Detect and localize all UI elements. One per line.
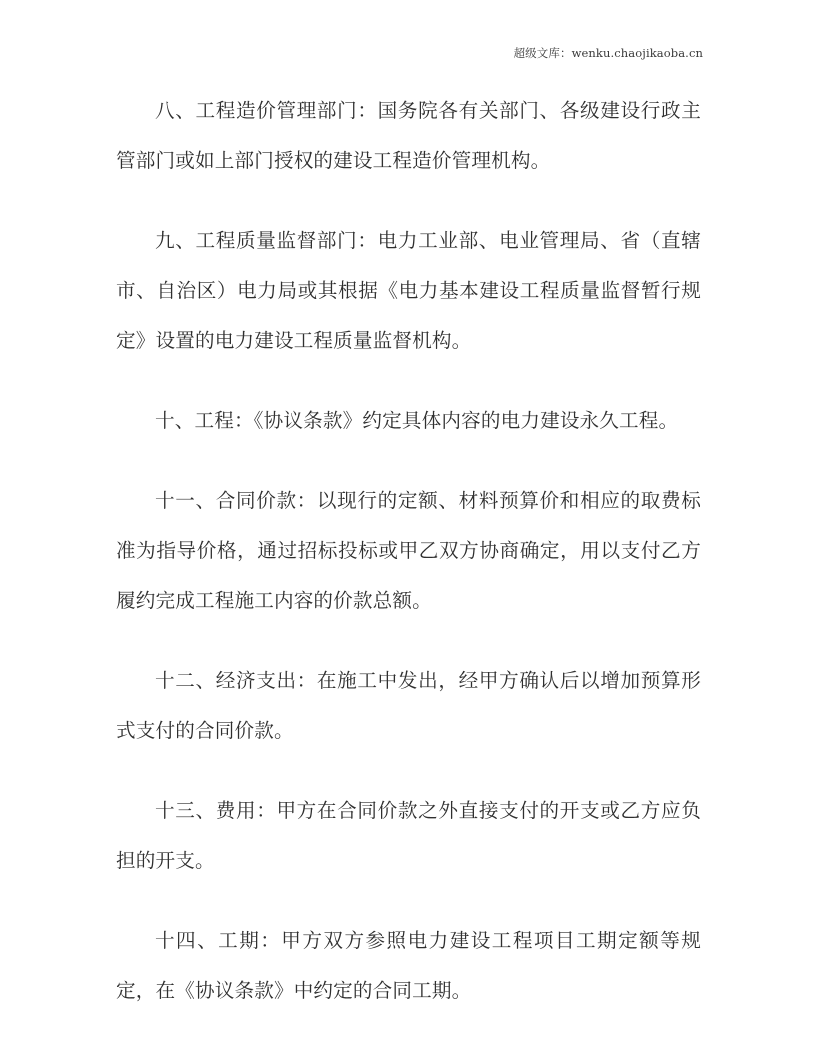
clause-paragraph-8: 八、工程造价管理部门：国务院各有关部门、各级建设行政主管部门或如上部门授权的建设工程造价管理机构。 [116, 99, 701, 172]
header-site-label: 超级文库： [513, 46, 572, 60]
clause-paragraph-14: 十四、工期：甲方双方参照电力建设工程项目工期定额等规定，在《协议条款》中约定的合同工期。 [116, 929, 701, 1002]
clause-paragraph-9: 九、工程质量监督部门：电力工业部、电业管理局、省（直辖市、自治区）电力局或其根据《电力基本建设工程质量监督暂行规定》设置的电力建设工程质量监督机构。 [116, 229, 701, 352]
page-header [116, 45, 703, 61]
clause-paragraph-12: 十二、经济支出：在施工中发出，经甲方确认后以增加预算形式支付的合同价款。 [116, 669, 701, 742]
clause-paragraph-10: 十、工程：《协议条款》约定具体内容的电力建设永久工程。 [155, 409, 679, 432]
document-body [116, 86, 701, 1016]
header-site-url: wenku.chaojikaoba.cn [571, 46, 703, 60]
clause-paragraph-13: 十三、费用：甲方在合同价款之外直接支付的开支或乙方应负担的开支。 [116, 799, 701, 872]
clause-paragraph-11: 十一、合同价款：以现行的定额、材料预算价和相应的取费标准为指导价格，通过招标投标或甲乙双方协商确定，用以支付乙方履约完成工程施工内容的价款总额。 [116, 489, 701, 612]
